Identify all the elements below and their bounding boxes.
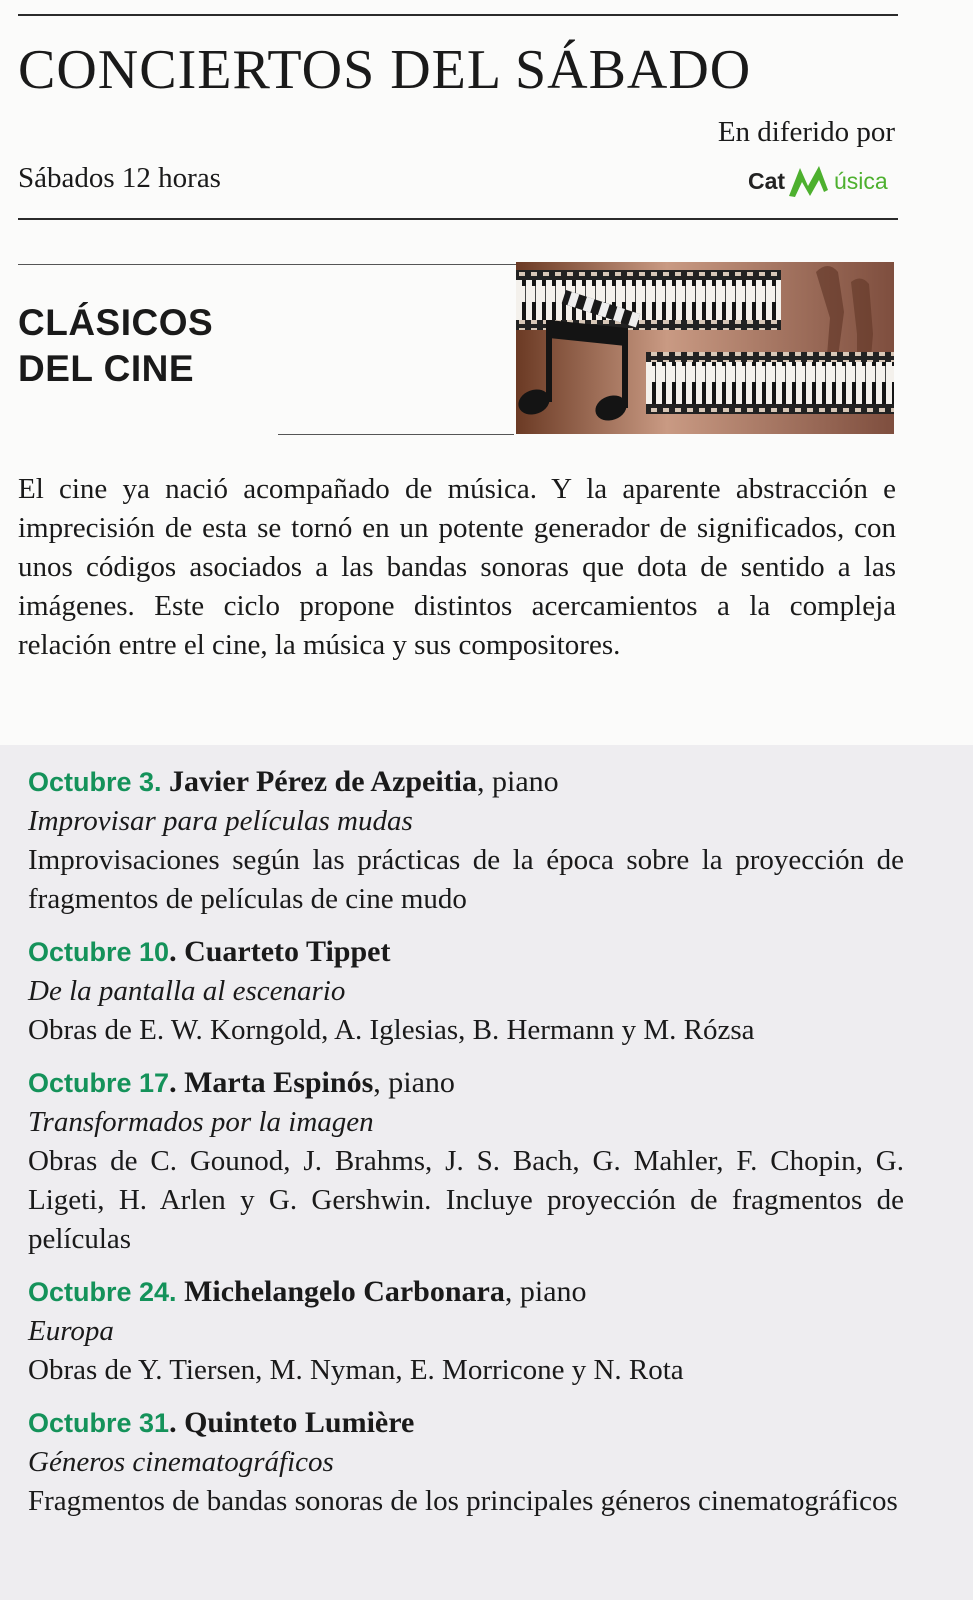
schedule-text: Sábados 12 horas [18,162,221,194]
section-bottom-rule [278,434,514,435]
event-date: Octubre 24. [28,1277,177,1307]
event-performer: Michelangelo Carbonara [184,1275,505,1308]
event-instrument: , piano [504,1275,587,1308]
page-title: CONCIERTOS DEL SÁBADO [18,39,752,101]
event-performer: . Quinteto Lumière [169,1406,415,1439]
event-date: Octubre 31 [28,1408,170,1438]
header-bottom-rule [18,218,898,220]
event-item [28,1272,904,1390]
event-description: Obras de Y. Tiersen, M. Nyman, E. Morricone y N. Rota [28,1354,684,1386]
event-performer: . Cuarteto Tippet [169,935,391,968]
broadcast-note: En diferido por [717,116,895,148]
section-title [18,300,213,392]
event-description: Obras de C. Gounod, J. Brahms, J. S. Bach, G. Mahler, F. Chopin, G. Ligeti, H. Arlen y G. Gershwin. Incluye proyección de fragmentos de películas [28,1145,904,1255]
event-heading [28,762,904,802]
section-title-line2: DEL CINE [18,348,195,389]
event-program-title: Transformados por la imagen [28,1106,374,1138]
event-program-title: Europa [28,1315,114,1347]
event-item [28,932,904,1050]
event-heading [28,932,904,972]
event-description: Fragmentos de bandas sonoras de los principales géneros cinematográficos [28,1485,898,1517]
event-date: Octubre 17 [28,1068,170,1098]
logo-suffix: úsica [834,168,888,194]
intro-paragraph: El cine ya nació acompañado de música. Y la aparente abstracción e imprecisión de esta se tornó en un potente generador de significados, con unos códigos asociados a las bandas sonoras que dota de sentido a las imágenes. Este ciclo propone distintos acercamientos a la compleja relación entre el cine, la música y sus compositores. [18,473,896,661]
event-instrument: , piano [477,765,559,798]
logo-prefix: Cat [748,168,786,194]
music-m-icon [786,160,836,200]
film-piano-illustration [516,262,894,434]
section-title-line1: CLÁSICOS [18,302,214,343]
event-description: Obras de E. W. Korngold, A. Iglesias, B. Hermann y M. Rózsa [28,1014,755,1046]
event-date: Octubre 3. [28,767,162,797]
section-top-rule [18,264,516,265]
event-performer: . Marta Espinós [169,1066,374,1099]
event-program-title: Improvisar para películas mudas [28,805,413,837]
event-program-title: Géneros cinematográficos [28,1446,334,1478]
event-item [28,1403,904,1521]
catmusica-logo [748,160,898,200]
event-date: Octubre 10 [28,937,170,967]
top-rule [18,14,898,16]
event-heading [28,1403,904,1443]
event-instrument: , piano [373,1066,455,1099]
event-heading [28,1063,904,1103]
event-description: Improvisaciones según las prácticas de la época sobre la proyección de fragmentos de películas de cine mudo [28,844,904,915]
events-list [28,762,904,1534]
event-heading [28,1272,904,1312]
event-item [28,762,904,919]
event-item [28,1063,904,1259]
event-program-title: De la pantalla al escenario [28,975,346,1007]
event-performer: Javier Pérez de Azpeitia [169,765,478,798]
